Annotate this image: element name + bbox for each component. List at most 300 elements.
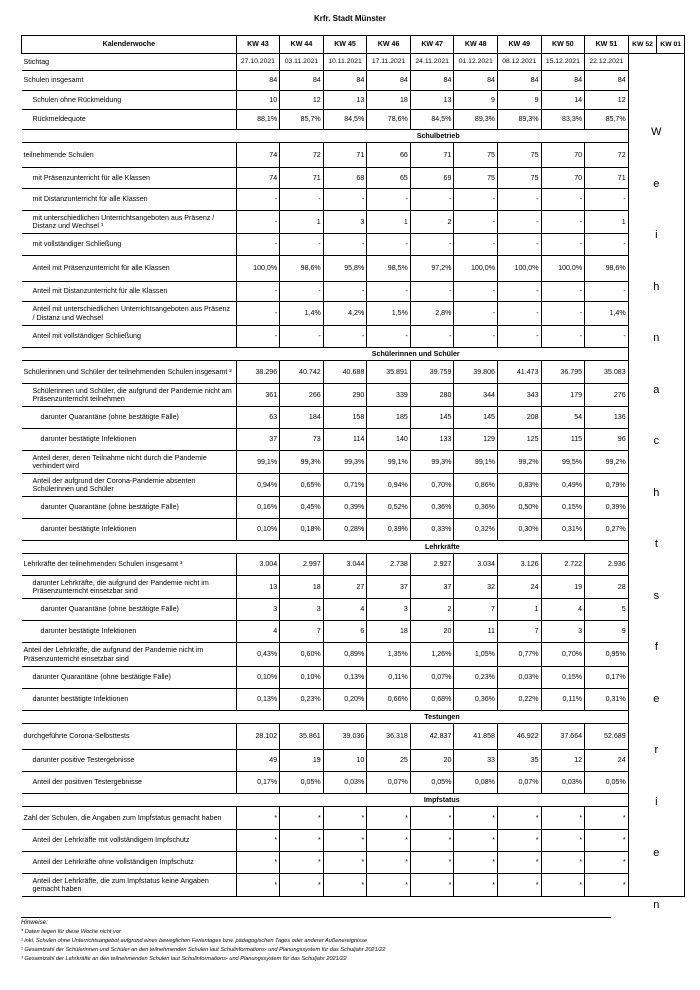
table-cell: * bbox=[454, 807, 498, 830]
row-label: mit unterschiedlichen Unterrichtsangeboten aus Präsenz / Distanz und Wechsel ¹ bbox=[22, 211, 237, 234]
table-cell: 0,10% bbox=[236, 667, 280, 689]
table-cell: * bbox=[280, 852, 324, 874]
stichtag-date: 24.11.2021 bbox=[410, 54, 454, 71]
row-label: darunter Quarantäne (ohne bestätigte Fälle) bbox=[22, 599, 237, 621]
table-cell: 7 bbox=[454, 599, 498, 621]
table-cell: * bbox=[236, 807, 280, 830]
table-cell: 0,83% bbox=[498, 474, 542, 497]
holiday-letter: e bbox=[653, 847, 660, 859]
table-cell: - bbox=[323, 189, 367, 211]
table-cell: 54 bbox=[541, 407, 585, 429]
table-cell: 14 bbox=[541, 91, 585, 110]
table-cell: 0,89% bbox=[323, 643, 367, 667]
table-cell: 3 bbox=[280, 599, 324, 621]
table-row bbox=[22, 282, 685, 302]
table-cell: - bbox=[236, 326, 280, 348]
table-cell: 99,5% bbox=[541, 451, 585, 474]
table-cell: 0,23% bbox=[454, 667, 498, 689]
table-cell: - bbox=[498, 189, 542, 211]
table-cell: * bbox=[236, 830, 280, 852]
section-row bbox=[22, 348, 685, 361]
table-cell: 36.795 bbox=[541, 361, 585, 384]
table-cell: - bbox=[541, 189, 585, 211]
row-label: Anteil der Lehrkräfte, die zum Impfstatus keine Angaben gemacht haben bbox=[22, 874, 237, 897]
table-cell: 9 bbox=[585, 621, 629, 643]
table-row bbox=[22, 189, 685, 211]
row-label: Anteil mit Präsenzunterricht für alle Klassen bbox=[22, 256, 237, 282]
stichtag-row bbox=[22, 54, 685, 71]
section-heading: Impfstatus bbox=[22, 794, 629, 807]
table-cell: - bbox=[454, 302, 498, 326]
table-cell: 136 bbox=[585, 407, 629, 429]
table-row bbox=[22, 474, 685, 497]
table-cell: 35 bbox=[498, 750, 542, 772]
table-cell: 100,0% bbox=[498, 256, 542, 282]
table-cell: - bbox=[541, 282, 585, 302]
table-row bbox=[22, 576, 685, 599]
table-cell: 0,05% bbox=[280, 772, 324, 794]
table-cell: 3 bbox=[236, 599, 280, 621]
table-cell: 84,5% bbox=[410, 110, 454, 130]
table-cell: 0,71% bbox=[323, 474, 367, 497]
table-cell: 84 bbox=[236, 71, 280, 91]
table-cell: 71 bbox=[410, 143, 454, 168]
table-cell: - bbox=[454, 326, 498, 348]
table-cell: 3.044 bbox=[323, 554, 367, 576]
table-cell: 1,4% bbox=[585, 302, 629, 326]
table-cell: 4 bbox=[541, 599, 585, 621]
table-row bbox=[22, 689, 685, 711]
table-cell: 0,36% bbox=[410, 497, 454, 519]
table-cell: - bbox=[367, 189, 411, 211]
table-cell: 12 bbox=[585, 91, 629, 110]
header-week: KW 51 bbox=[585, 36, 629, 54]
holiday-letter: a bbox=[653, 383, 660, 396]
table-cell: 99,1% bbox=[236, 451, 280, 474]
table-cell: 39.759 bbox=[410, 361, 454, 384]
table-cell: - bbox=[367, 234, 411, 256]
table-cell: 19 bbox=[280, 750, 324, 772]
table-row bbox=[22, 234, 685, 256]
table-cell: * bbox=[410, 874, 454, 897]
table-cell: * bbox=[541, 830, 585, 852]
table-cell: 84,5% bbox=[323, 110, 367, 130]
holiday-letter: t bbox=[654, 538, 658, 550]
table-cell: 10 bbox=[236, 91, 280, 110]
table-cell: 0,23% bbox=[280, 689, 324, 711]
table-cell: 89,3% bbox=[498, 110, 542, 130]
table-cell: 1,26% bbox=[410, 643, 454, 667]
section-heading: Schulbetrieb bbox=[22, 130, 629, 143]
row-label: Anteil derer, deren Teilnahme nicht durch die Pandemie verhindert wird bbox=[22, 451, 237, 474]
table-cell: 46.922 bbox=[498, 724, 542, 750]
table-cell: 49 bbox=[236, 750, 280, 772]
row-label: darunter Lehrkräfte, die aufgrund der Pandemie nicht im Präsenzunterricht einsetzbar sind bbox=[22, 576, 237, 599]
table-cell: 13 bbox=[323, 91, 367, 110]
table-cell: 41.858 bbox=[454, 724, 498, 750]
table-cell: - bbox=[323, 326, 367, 348]
table-cell: - bbox=[280, 189, 324, 211]
table-row bbox=[22, 143, 685, 168]
row-label: Zahl der Schulen, die Angaben zum Impfstatus gemacht haben bbox=[22, 807, 237, 830]
table-cell: - bbox=[498, 302, 542, 326]
table-cell: 0,39% bbox=[367, 519, 411, 541]
table-cell: 36.318 bbox=[367, 724, 411, 750]
row-label: mit Präsenzunterricht für alle Klassen bbox=[22, 168, 237, 189]
table-cell: - bbox=[541, 234, 585, 256]
table-cell: 41.473 bbox=[498, 361, 542, 384]
table-cell: * bbox=[236, 852, 280, 874]
table-cell: 0,13% bbox=[236, 689, 280, 711]
row-label: Anteil der Lehrkräfte mit vollständigem Impfschutz bbox=[22, 830, 237, 852]
table-row bbox=[22, 667, 685, 689]
table-cell: 0,11% bbox=[367, 667, 411, 689]
table-cell: 4 bbox=[236, 621, 280, 643]
table-cell: 0,39% bbox=[585, 497, 629, 519]
header-week-extra: KW 52 bbox=[628, 36, 657, 54]
table-cell: * bbox=[367, 852, 411, 874]
row-label: Anteil der positiven Testergebnisse bbox=[22, 772, 237, 794]
row-label: Anteil der aufgrund der Corona-Pandemie absenten Schülerinnen und Schüler bbox=[22, 474, 237, 497]
table-cell: 0,15% bbox=[541, 667, 585, 689]
table-cell: - bbox=[585, 326, 629, 348]
table-cell: 84 bbox=[323, 71, 367, 91]
table-row bbox=[22, 326, 685, 348]
table-cell: 6 bbox=[323, 621, 367, 643]
footnotes bbox=[21, 918, 611, 964]
table-cell: 84 bbox=[280, 71, 324, 91]
table-row bbox=[22, 302, 685, 326]
table-cell: 184 bbox=[280, 407, 324, 429]
table-cell: - bbox=[280, 326, 324, 348]
stichtag-date: 08.12.2021 bbox=[498, 54, 542, 71]
holiday-column bbox=[628, 54, 684, 911]
holiday-letter: e bbox=[653, 177, 660, 190]
table-cell: 9 bbox=[454, 91, 498, 110]
table-cell: 24 bbox=[498, 576, 542, 599]
table-cell: * bbox=[323, 874, 367, 897]
table-cell: 185 bbox=[367, 407, 411, 429]
table-cell: - bbox=[541, 302, 585, 326]
table-cell: - bbox=[236, 234, 280, 256]
table-cell: - bbox=[236, 282, 280, 302]
table-cell: * bbox=[541, 852, 585, 874]
table-cell: * bbox=[410, 852, 454, 874]
table-cell: * bbox=[280, 807, 324, 830]
table-cell: 344 bbox=[454, 384, 498, 407]
table-cell: 71 bbox=[323, 143, 367, 168]
stichtag-date: 03.11.2021 bbox=[280, 54, 324, 71]
table-cell: 72 bbox=[280, 143, 324, 168]
row-label: Rückmeldequote bbox=[22, 110, 237, 130]
table-cell: 99,2% bbox=[585, 451, 629, 474]
table-cell: 12 bbox=[541, 750, 585, 772]
table-row bbox=[22, 519, 685, 541]
table-row bbox=[22, 361, 685, 384]
table-cell: 100,0% bbox=[236, 256, 280, 282]
table-cell: * bbox=[454, 874, 498, 897]
table-cell: 0,33% bbox=[410, 519, 454, 541]
statistics-table bbox=[21, 35, 685, 911]
table-cell: 0,94% bbox=[236, 474, 280, 497]
table-cell: * bbox=[323, 852, 367, 874]
table-cell: 0,79% bbox=[585, 474, 629, 497]
table-cell: 40.742 bbox=[280, 361, 324, 384]
table-cell: 84 bbox=[367, 71, 411, 91]
table-cell: - bbox=[236, 211, 280, 234]
table-row bbox=[22, 168, 685, 189]
table-cell: 2.997 bbox=[280, 554, 324, 576]
table-cell: 0,17% bbox=[236, 772, 280, 794]
table-cell: 98,5% bbox=[367, 256, 411, 282]
table-cell: 70 bbox=[541, 168, 585, 189]
holiday-letter: n bbox=[653, 332, 660, 344]
table-cell: 2.927 bbox=[410, 554, 454, 576]
stichtag-date: 15.12.2021 bbox=[541, 54, 585, 71]
table-cell: * bbox=[541, 807, 585, 830]
table-cell: * bbox=[498, 852, 542, 874]
table-cell: 100,0% bbox=[454, 256, 498, 282]
section-row bbox=[22, 130, 685, 143]
row-label: Schulen insgesamt bbox=[22, 71, 237, 91]
table-cell: 84 bbox=[585, 71, 629, 91]
row-label: Anteil der Lehrkräfte ohne vollständigen Impfschutz bbox=[22, 852, 237, 874]
table-cell: 0,68% bbox=[410, 689, 454, 711]
row-label: darunter Quarantäne (ohne bestätigte Fälle) bbox=[22, 667, 237, 689]
table-cell: 3 bbox=[541, 621, 585, 643]
table-cell: 0,60% bbox=[280, 643, 324, 667]
table-cell: 145 bbox=[454, 407, 498, 429]
table-cell: 361 bbox=[236, 384, 280, 407]
holiday-letter: n bbox=[653, 898, 660, 911]
table-cell: 39.036 bbox=[323, 724, 367, 750]
table-cell: 35.861 bbox=[280, 724, 324, 750]
table-cell: 19 bbox=[541, 576, 585, 599]
table-cell: 0,13% bbox=[323, 667, 367, 689]
table-cell: 63 bbox=[236, 407, 280, 429]
table-row bbox=[22, 71, 685, 91]
row-label: mit vollständiger Schließung bbox=[22, 234, 237, 256]
table-row bbox=[22, 451, 685, 474]
table-cell: 0,17% bbox=[585, 667, 629, 689]
footnote-line: ³ Gesamtzahl der Lehrkräfte an den teilnehmenden Schulen laut Schulinformations- und Planungssystem für das Schuljahr 2021/22 bbox=[21, 955, 347, 962]
table-cell: 88,1% bbox=[236, 110, 280, 130]
table-cell: 35.083 bbox=[585, 361, 629, 384]
table-cell: - bbox=[498, 282, 542, 302]
table-cell: 0,77% bbox=[498, 643, 542, 667]
table-cell: 0,45% bbox=[280, 497, 324, 519]
table-cell: - bbox=[410, 326, 454, 348]
holiday-letter: W bbox=[651, 126, 662, 138]
table-cell: 0,05% bbox=[410, 772, 454, 794]
table-cell: 1 bbox=[367, 211, 411, 234]
table-cell: 1,35% bbox=[367, 643, 411, 667]
table-row bbox=[22, 724, 685, 750]
table-cell: * bbox=[280, 830, 324, 852]
table-cell: 1,05% bbox=[454, 643, 498, 667]
table-cell: 290 bbox=[323, 384, 367, 407]
table-cell: * bbox=[410, 807, 454, 830]
table-cell: 140 bbox=[367, 429, 411, 451]
table-cell: - bbox=[410, 282, 454, 302]
table-cell: 0,49% bbox=[541, 474, 585, 497]
table-cell: 28 bbox=[585, 576, 629, 599]
table-cell: 0,07% bbox=[410, 667, 454, 689]
table-row bbox=[22, 497, 685, 519]
table-cell: 38.296 bbox=[236, 361, 280, 384]
table-cell: 39.806 bbox=[454, 361, 498, 384]
table-cell: * bbox=[498, 830, 542, 852]
table-cell: 0,36% bbox=[454, 689, 498, 711]
table-cell: 0,20% bbox=[323, 689, 367, 711]
table-cell: * bbox=[498, 807, 542, 830]
table-cell: - bbox=[498, 211, 542, 234]
table-cell: 0,03% bbox=[323, 772, 367, 794]
header-week: KW 48 bbox=[454, 36, 498, 54]
table-cell: 2.936 bbox=[585, 554, 629, 576]
table-cell: 35.891 bbox=[367, 361, 411, 384]
footnote-line: ¹ inkl. Schulen ohne Unterrichtsangebot aufgrund eines beweglichen Ferientages bzw. pädagogischen Tages oder anderer Außenereignisse bbox=[21, 937, 368, 944]
table-cell: 37.664 bbox=[541, 724, 585, 750]
table-cell: 84 bbox=[498, 71, 542, 91]
row-label: Schülerinnen und Schüler der teilnehmenden Schulen insgesamt ² bbox=[22, 361, 237, 384]
row-label: darunter positive Testergebnisse bbox=[22, 750, 237, 772]
section-row bbox=[22, 794, 685, 807]
holiday-letter: e bbox=[653, 692, 660, 705]
table-cell: 7 bbox=[498, 621, 542, 643]
header-week: KW 44 bbox=[280, 36, 324, 54]
table-cell: 2 bbox=[410, 599, 454, 621]
table-row bbox=[22, 807, 685, 830]
holiday-letter: i bbox=[655, 795, 658, 808]
table-cell: 1,4% bbox=[280, 302, 324, 326]
table-cell: 0,32% bbox=[454, 519, 498, 541]
table-cell: 0,65% bbox=[280, 474, 324, 497]
table-cell: 18 bbox=[367, 91, 411, 110]
table-cell: - bbox=[280, 282, 324, 302]
row-label: darunter bestätigte Infektionen bbox=[22, 621, 237, 643]
table-cell: 0,15% bbox=[541, 497, 585, 519]
header-week: KW 49 bbox=[498, 36, 542, 54]
holiday-letter: s bbox=[653, 589, 660, 602]
holiday-letter: c bbox=[653, 435, 660, 447]
table-cell: - bbox=[541, 326, 585, 348]
row-label: Anteil mit vollständiger Schließung bbox=[22, 326, 237, 348]
table-row bbox=[22, 599, 685, 621]
table-cell: 12 bbox=[280, 91, 324, 110]
table-cell: - bbox=[541, 211, 585, 234]
table-cell: 0,11% bbox=[541, 689, 585, 711]
table-cell: * bbox=[236, 874, 280, 897]
row-label: mit Distanzunterricht für alle Klassen bbox=[22, 189, 237, 211]
table-row bbox=[22, 110, 685, 130]
table-cell: - bbox=[454, 282, 498, 302]
table-cell: 75 bbox=[454, 143, 498, 168]
table-cell: * bbox=[410, 830, 454, 852]
stichtag-date: 01.12.2021 bbox=[454, 54, 498, 71]
table-row bbox=[22, 830, 685, 852]
table-cell: 99,3% bbox=[410, 451, 454, 474]
table-cell: 99,1% bbox=[454, 451, 498, 474]
table-cell: 0,94% bbox=[367, 474, 411, 497]
table-cell: 74 bbox=[236, 168, 280, 189]
table-cell: 83,3% bbox=[541, 110, 585, 130]
table-cell: 3 bbox=[323, 211, 367, 234]
table-cell: 0,95% bbox=[585, 643, 629, 667]
row-label: darunter bestätigte Infektionen bbox=[22, 689, 237, 711]
table-cell: 37 bbox=[236, 429, 280, 451]
table-cell: 0,52% bbox=[367, 497, 411, 519]
table-row bbox=[22, 621, 685, 643]
table-cell: * bbox=[367, 830, 411, 852]
table-cell: 0,43% bbox=[236, 643, 280, 667]
holiday-letter: r bbox=[654, 744, 659, 756]
table-cell: 266 bbox=[280, 384, 324, 407]
table-cell: 78,6% bbox=[367, 110, 411, 130]
table-cell: 89,3% bbox=[454, 110, 498, 130]
table-cell: - bbox=[323, 282, 367, 302]
section-heading: Lehrkräfte bbox=[22, 541, 629, 554]
table-row bbox=[22, 874, 685, 897]
section-heading: Testungen bbox=[22, 711, 629, 724]
table-cell: 27 bbox=[323, 576, 367, 599]
table-cell: 0,30% bbox=[498, 519, 542, 541]
table-cell: 71 bbox=[280, 168, 324, 189]
table-cell: 2.738 bbox=[367, 554, 411, 576]
header-week: KW 45 bbox=[323, 36, 367, 54]
holiday-letter: i bbox=[655, 229, 658, 241]
section-row bbox=[22, 711, 685, 724]
table-cell: 145 bbox=[410, 407, 454, 429]
table-cell: 114 bbox=[323, 429, 367, 451]
table-cell: 96 bbox=[585, 429, 629, 451]
table-cell: 9 bbox=[498, 91, 542, 110]
table-cell: 133 bbox=[410, 429, 454, 451]
table-cell: * bbox=[498, 874, 542, 897]
table-cell: 276 bbox=[585, 384, 629, 407]
table-cell: 343 bbox=[498, 384, 542, 407]
table-cell: 13 bbox=[236, 576, 280, 599]
table-cell: - bbox=[454, 211, 498, 234]
section-heading: Schülerinnen und Schüler bbox=[22, 348, 629, 361]
table-cell: 0,86% bbox=[454, 474, 498, 497]
table-cell: 75 bbox=[454, 168, 498, 189]
table-cell: * bbox=[323, 830, 367, 852]
header-week: KW 43 bbox=[236, 36, 280, 54]
table-row bbox=[22, 384, 685, 407]
table-cell: * bbox=[585, 830, 629, 852]
table-row bbox=[22, 554, 685, 576]
table-cell: 0,10% bbox=[280, 667, 324, 689]
table-cell: 3.034 bbox=[454, 554, 498, 576]
table-cell: 84 bbox=[410, 71, 454, 91]
row-label: Schülerinnen und Schüler, die aufgrund der Pandemie nicht am Präsenzunterricht teilnehmen bbox=[22, 384, 237, 407]
table-cell: - bbox=[585, 189, 629, 211]
table-cell: 0,36% bbox=[454, 497, 498, 519]
table-cell: 2,8% bbox=[410, 302, 454, 326]
table-cell: 52.689 bbox=[585, 724, 629, 750]
table-cell: 0,66% bbox=[367, 689, 411, 711]
table-cell: 70 bbox=[541, 143, 585, 168]
table-cell: 0,31% bbox=[585, 689, 629, 711]
table-cell: * bbox=[585, 874, 629, 897]
table-cell: 85,7% bbox=[280, 110, 324, 130]
table-cell: * bbox=[585, 807, 629, 830]
table-cell: - bbox=[454, 189, 498, 211]
table-cell: * bbox=[541, 874, 585, 897]
table-cell: 100,0% bbox=[541, 256, 585, 282]
table-cell: 0,18% bbox=[280, 519, 324, 541]
